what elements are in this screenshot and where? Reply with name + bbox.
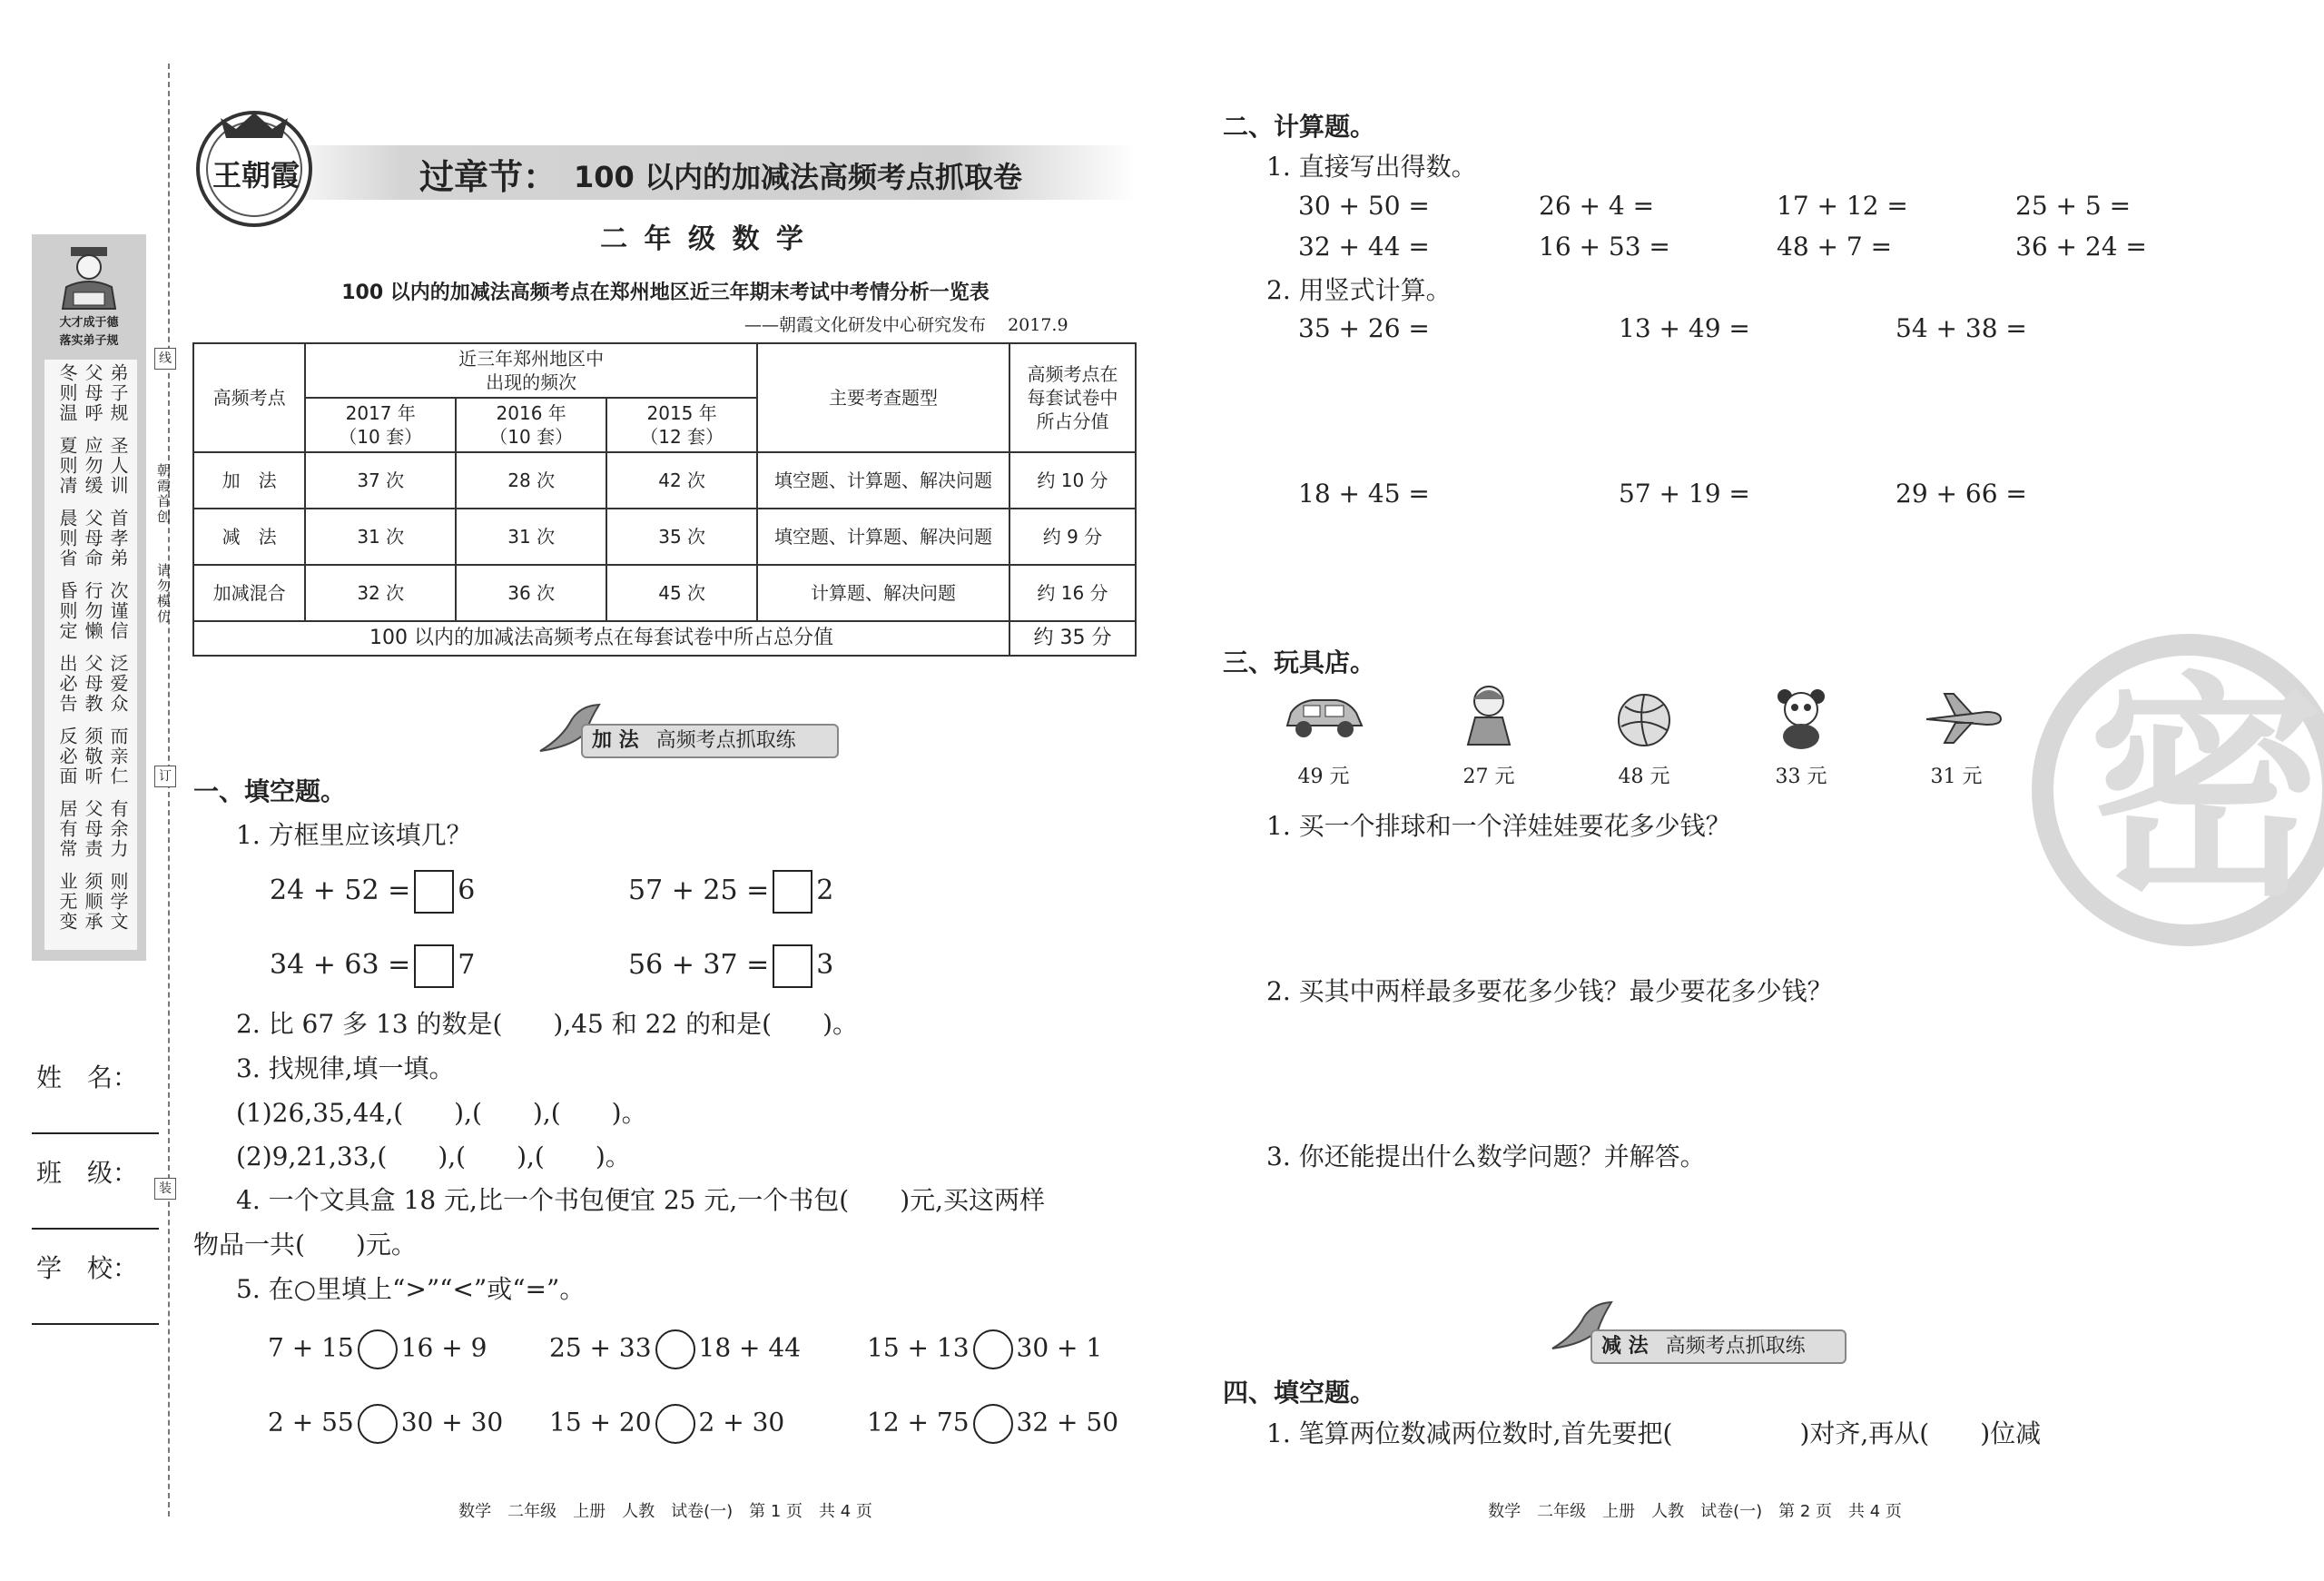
equation-digit: 7	[458, 949, 476, 981]
compare-right: 30 + 1	[1016, 1332, 1103, 1363]
equation-text: 56 + 37 =	[628, 949, 770, 981]
part3-title: 三、玩具店。	[1223, 647, 1376, 677]
equation-text: 57 + 25 =	[628, 874, 770, 906]
section-badge-subtraction	[1590, 1329, 1846, 1364]
compare-left: 12 + 75	[867, 1407, 970, 1438]
secret-watermark-text: 密	[2088, 651, 2324, 928]
table-cell: 加减混合	[193, 565, 305, 621]
compare-item	[549, 1404, 784, 1444]
class-field[interactable]	[32, 1226, 159, 1230]
banner-title: 100 以内的加减法高频考点抓取卷	[574, 160, 1022, 194]
dizigui-col: 次谨信	[107, 581, 129, 641]
table-header: 近三年郑州地区中 出现的频次	[305, 343, 757, 398]
margin-note: 请勿模仿	[155, 563, 172, 625]
box-equation	[628, 944, 833, 988]
part1-q4: 4. 一个文具盒 18 元,比一个书包便宜 25 元,一个书包( )元,买这两样	[236, 1185, 1046, 1215]
motto-line-2: 落实弟子规	[59, 334, 119, 348]
banner-title-prefix: 过章节：	[419, 157, 558, 197]
section-badge-addition	[581, 724, 839, 758]
dizigui-col: 父母命	[82, 509, 103, 568]
dizigui-col: 则学文	[107, 872, 129, 932]
margin-note: 线	[154, 348, 176, 370]
dizigui-col: 须顺承	[82, 872, 103, 932]
answer-box[interactable]	[773, 870, 812, 914]
class-label: 班 级：	[36, 1158, 139, 1188]
doll-icon	[1457, 681, 1521, 750]
calc-item: 30 + 50 =	[1298, 191, 1430, 221]
table-header: 高频考点	[193, 343, 305, 452]
compare-circle[interactable]	[973, 1329, 1013, 1369]
table-cell: 计算题、解决问题	[757, 565, 1009, 621]
calc-item: 32 + 44 =	[1298, 232, 1430, 262]
dizigui-col: 父母责	[82, 799, 103, 859]
answer-box[interactable]	[414, 944, 454, 988]
part1-q4-cont: 物品一共( )元。	[193, 1230, 417, 1260]
table-cell: 37 次	[305, 452, 456, 509]
vertical-calc-item: 29 + 66 =	[1896, 479, 2027, 509]
toy-price: 48 元	[1618, 766, 1670, 788]
compare-item	[268, 1329, 487, 1369]
dizigui-col: 居有常	[56, 799, 78, 859]
compare-item	[867, 1329, 1102, 1369]
compare-circle[interactable]	[973, 1404, 1013, 1444]
motto-line-1: 大才成于德	[59, 316, 119, 330]
vertical-calc-item: 35 + 26 =	[1298, 313, 1430, 343]
margin-note: 装	[154, 1178, 176, 1200]
part2-title: 二、计算题。	[1223, 112, 1376, 142]
brand-logo-text: 王朝霞	[212, 158, 300, 193]
dizigui-col: 出必告	[56, 654, 78, 714]
table-cell: 42 次	[606, 452, 757, 509]
part1-q2: 2. 比 67 多 13 的数是( ),45 和 22 的和是( )。	[236, 1009, 859, 1039]
name-label: 姓 名：	[36, 1062, 139, 1092]
part4-q1: 1. 笔算两位数减两位数时,首先要把( )对齐,再从( )位减	[1266, 1418, 2042, 1448]
dizigui-col: 首孝弟	[107, 509, 129, 568]
dizigui-col: 晨则省	[56, 509, 78, 568]
part3-q3: 3. 你还能提出什么数学问题？并解答。	[1266, 1141, 1706, 1171]
dizigui-col: 冬则温	[56, 363, 78, 423]
table-cell: 填空题、计算题、解决问题	[757, 509, 1009, 565]
table-footer-value: 约 35 分	[1009, 621, 1136, 656]
vertical-calc-item: 54 + 38 =	[1896, 313, 2027, 343]
box-equation	[270, 944, 475, 988]
compare-right: 30 + 30	[400, 1407, 504, 1438]
table-cell: 约 9 分	[1009, 509, 1136, 565]
table-cell: 31 次	[305, 509, 456, 565]
equation-digit: 3	[816, 949, 834, 981]
part1-q5: 5. 在○里填上“>”“<”或“=”。	[236, 1274, 586, 1304]
scholar-icon	[48, 242, 130, 318]
part2-q1: 1. 直接写出得数。	[1266, 152, 1477, 182]
answer-box[interactable]	[414, 870, 454, 914]
dizigui-col: 行勿懒	[82, 581, 103, 641]
dizigui-col: 父母教	[82, 654, 103, 714]
toy-price: 27 元	[1462, 766, 1515, 788]
subject-title: 二 年 级 数 学	[600, 223, 807, 255]
part3-q2: 2. 买其中两样最多要花多少钱？最少要花多少钱？	[1266, 976, 1833, 1006]
part1-q3: 3. 找规律,填一填。	[236, 1053, 455, 1083]
panda-icon	[1770, 686, 1832, 751]
analysis-source	[744, 311, 1068, 336]
dizigui-col: 泛爱众	[107, 654, 129, 714]
calc-item: 36 + 24 =	[2015, 232, 2147, 262]
toy-price: 31 元	[1930, 766, 1983, 788]
part1-title: 一、填空题。	[193, 776, 347, 806]
page-footer-right: 数学 二年级 上册 人教 试卷(一) 第 2 页 共 4 页	[1488, 1502, 1902, 1521]
dizigui-col: 业无变	[56, 872, 78, 932]
table-cell: 35 次	[606, 509, 757, 565]
dizigui-col: 圣人训	[107, 436, 129, 496]
compare-circle[interactable]	[655, 1404, 695, 1444]
car-icon	[1280, 686, 1367, 746]
table-row	[193, 565, 1136, 621]
analysis-source-org: ——朝霞文化研发中心研究发布	[744, 315, 987, 335]
equation-text: 24 + 52 =	[270, 874, 411, 906]
dizigui-col: 昏则定	[56, 581, 78, 641]
table-cell: 45 次	[606, 565, 757, 621]
calc-item: 17 + 12 =	[1777, 191, 1908, 221]
volleyball-icon	[1616, 692, 1672, 748]
calc-item: 25 + 5 =	[2015, 191, 2132, 221]
airplane-icon	[1923, 690, 2004, 746]
vertical-calc-item: 57 + 19 =	[1619, 479, 1750, 509]
toy-price: 49 元	[1297, 766, 1350, 788]
compare-left: 15 + 13	[867, 1332, 970, 1363]
badge-bold: 加 法	[592, 729, 639, 752]
vertical-calc-item: 13 + 49 =	[1619, 313, 1750, 343]
analysis-date: 2017.9	[1008, 315, 1068, 335]
table-cell: 31 次	[456, 509, 606, 565]
dizigui-col: 反必面	[56, 726, 78, 786]
vertical-calc-item: 18 + 45 =	[1298, 479, 1430, 509]
table-cell: 加 法	[193, 452, 305, 509]
dizigui-col: 夏则凊	[56, 436, 78, 496]
table-header: 2016 年 （10 套）	[456, 398, 606, 452]
badge-bold: 减 法	[1601, 1335, 1649, 1358]
margin-note: 订	[154, 766, 176, 787]
table-header: 2017 年 （10 套）	[305, 398, 456, 452]
table-cell: 减 法	[193, 509, 305, 565]
page-footer-left: 数学 二年级 上册 人教 试卷(一) 第 1 页 共 4 页	[458, 1502, 872, 1521]
analysis-table	[192, 342, 1137, 657]
compare-circle[interactable]	[655, 1329, 695, 1369]
margin-note: 朝霞首创	[155, 463, 172, 525]
compare-item	[867, 1404, 1118, 1444]
dizigui-col: 须敬听	[82, 726, 103, 786]
equation-digit: 6	[458, 874, 476, 906]
compare-item	[268, 1404, 503, 1444]
table-row	[193, 452, 1136, 509]
dizigui-col: 父母呼	[82, 363, 103, 423]
compare-right: 2 + 30	[698, 1407, 785, 1438]
equation-digit: 2	[816, 874, 834, 906]
badge-text: 高频考点抓取练	[1665, 1335, 1806, 1358]
box-equation	[270, 870, 475, 914]
calc-item: 26 + 4 =	[1539, 191, 1655, 221]
table-header: 2015 年 （12 套）	[606, 398, 757, 452]
analysis-title: 100 以内的加减法高频考点在郑州地区近三年期末考试中考情分析一览表	[341, 282, 990, 304]
compare-left: 15 + 20	[549, 1407, 652, 1438]
compare-left: 2 + 55	[268, 1407, 354, 1438]
dizigui-col: 弟子规	[107, 363, 129, 423]
compare-left: 7 + 15	[268, 1332, 354, 1363]
table-header: 高频考点在 每套试卷中 所占分值	[1009, 343, 1136, 452]
part2-q2: 2. 用竖式计算。	[1266, 275, 1452, 305]
dizigui-col: 应勿缓	[82, 436, 103, 496]
binding-margin-line	[168, 64, 170, 1517]
dizigui-columns	[49, 363, 131, 944]
compare-right: 18 + 44	[698, 1332, 802, 1363]
dizigui-col: 有余力	[107, 799, 129, 859]
table-cell: 填空题、计算题、解决问题	[757, 452, 1009, 509]
part3-q1: 1. 买一个排球和一个洋娃娃要花多少钱？	[1266, 811, 1731, 841]
part1-q1: 1. 方框里应该填几？	[236, 820, 472, 850]
table-cell: 28 次	[456, 452, 606, 509]
dizigui-col: 而亲仁	[107, 726, 129, 786]
table-cell: 32 次	[305, 565, 456, 621]
table-row	[193, 509, 1136, 565]
part4-title: 四、填空题。	[1223, 1378, 1376, 1408]
compare-circle[interactable]	[358, 1329, 398, 1369]
part1-q3b: (2)9,21,33,( ),( ),( )。	[236, 1141, 631, 1171]
compare-right: 32 + 50	[1016, 1407, 1119, 1438]
school-field[interactable]	[32, 1321, 159, 1325]
equation-text: 34 + 63 =	[270, 949, 411, 981]
table-footer-row	[193, 621, 1136, 656]
compare-item	[549, 1329, 801, 1369]
table-cell: 约 16 分	[1009, 565, 1136, 621]
compare-left: 25 + 33	[549, 1332, 652, 1363]
part1-q3a: (1)26,35,44,( ),( ),( )。	[236, 1098, 647, 1128]
name-field[interactable]	[32, 1131, 159, 1134]
calc-item: 48 + 7 =	[1777, 232, 1893, 262]
table-footer-label: 100 以内的加减法高频考点在每套试卷中所占总分值	[193, 621, 1009, 656]
compare-circle[interactable]	[358, 1404, 398, 1444]
school-label: 学 校：	[36, 1253, 139, 1283]
table-header: 主要考查题型	[757, 343, 1009, 452]
answer-box[interactable]	[773, 944, 812, 988]
badge-text: 高频考点抓取练	[655, 729, 796, 752]
table-cell: 36 次	[456, 565, 606, 621]
box-equation	[628, 870, 833, 914]
calc-item: 16 + 53 =	[1539, 232, 1670, 262]
table-cell: 约 10 分	[1009, 452, 1136, 509]
toy-price: 33 元	[1775, 766, 1827, 788]
compare-right: 16 + 9	[400, 1332, 487, 1363]
